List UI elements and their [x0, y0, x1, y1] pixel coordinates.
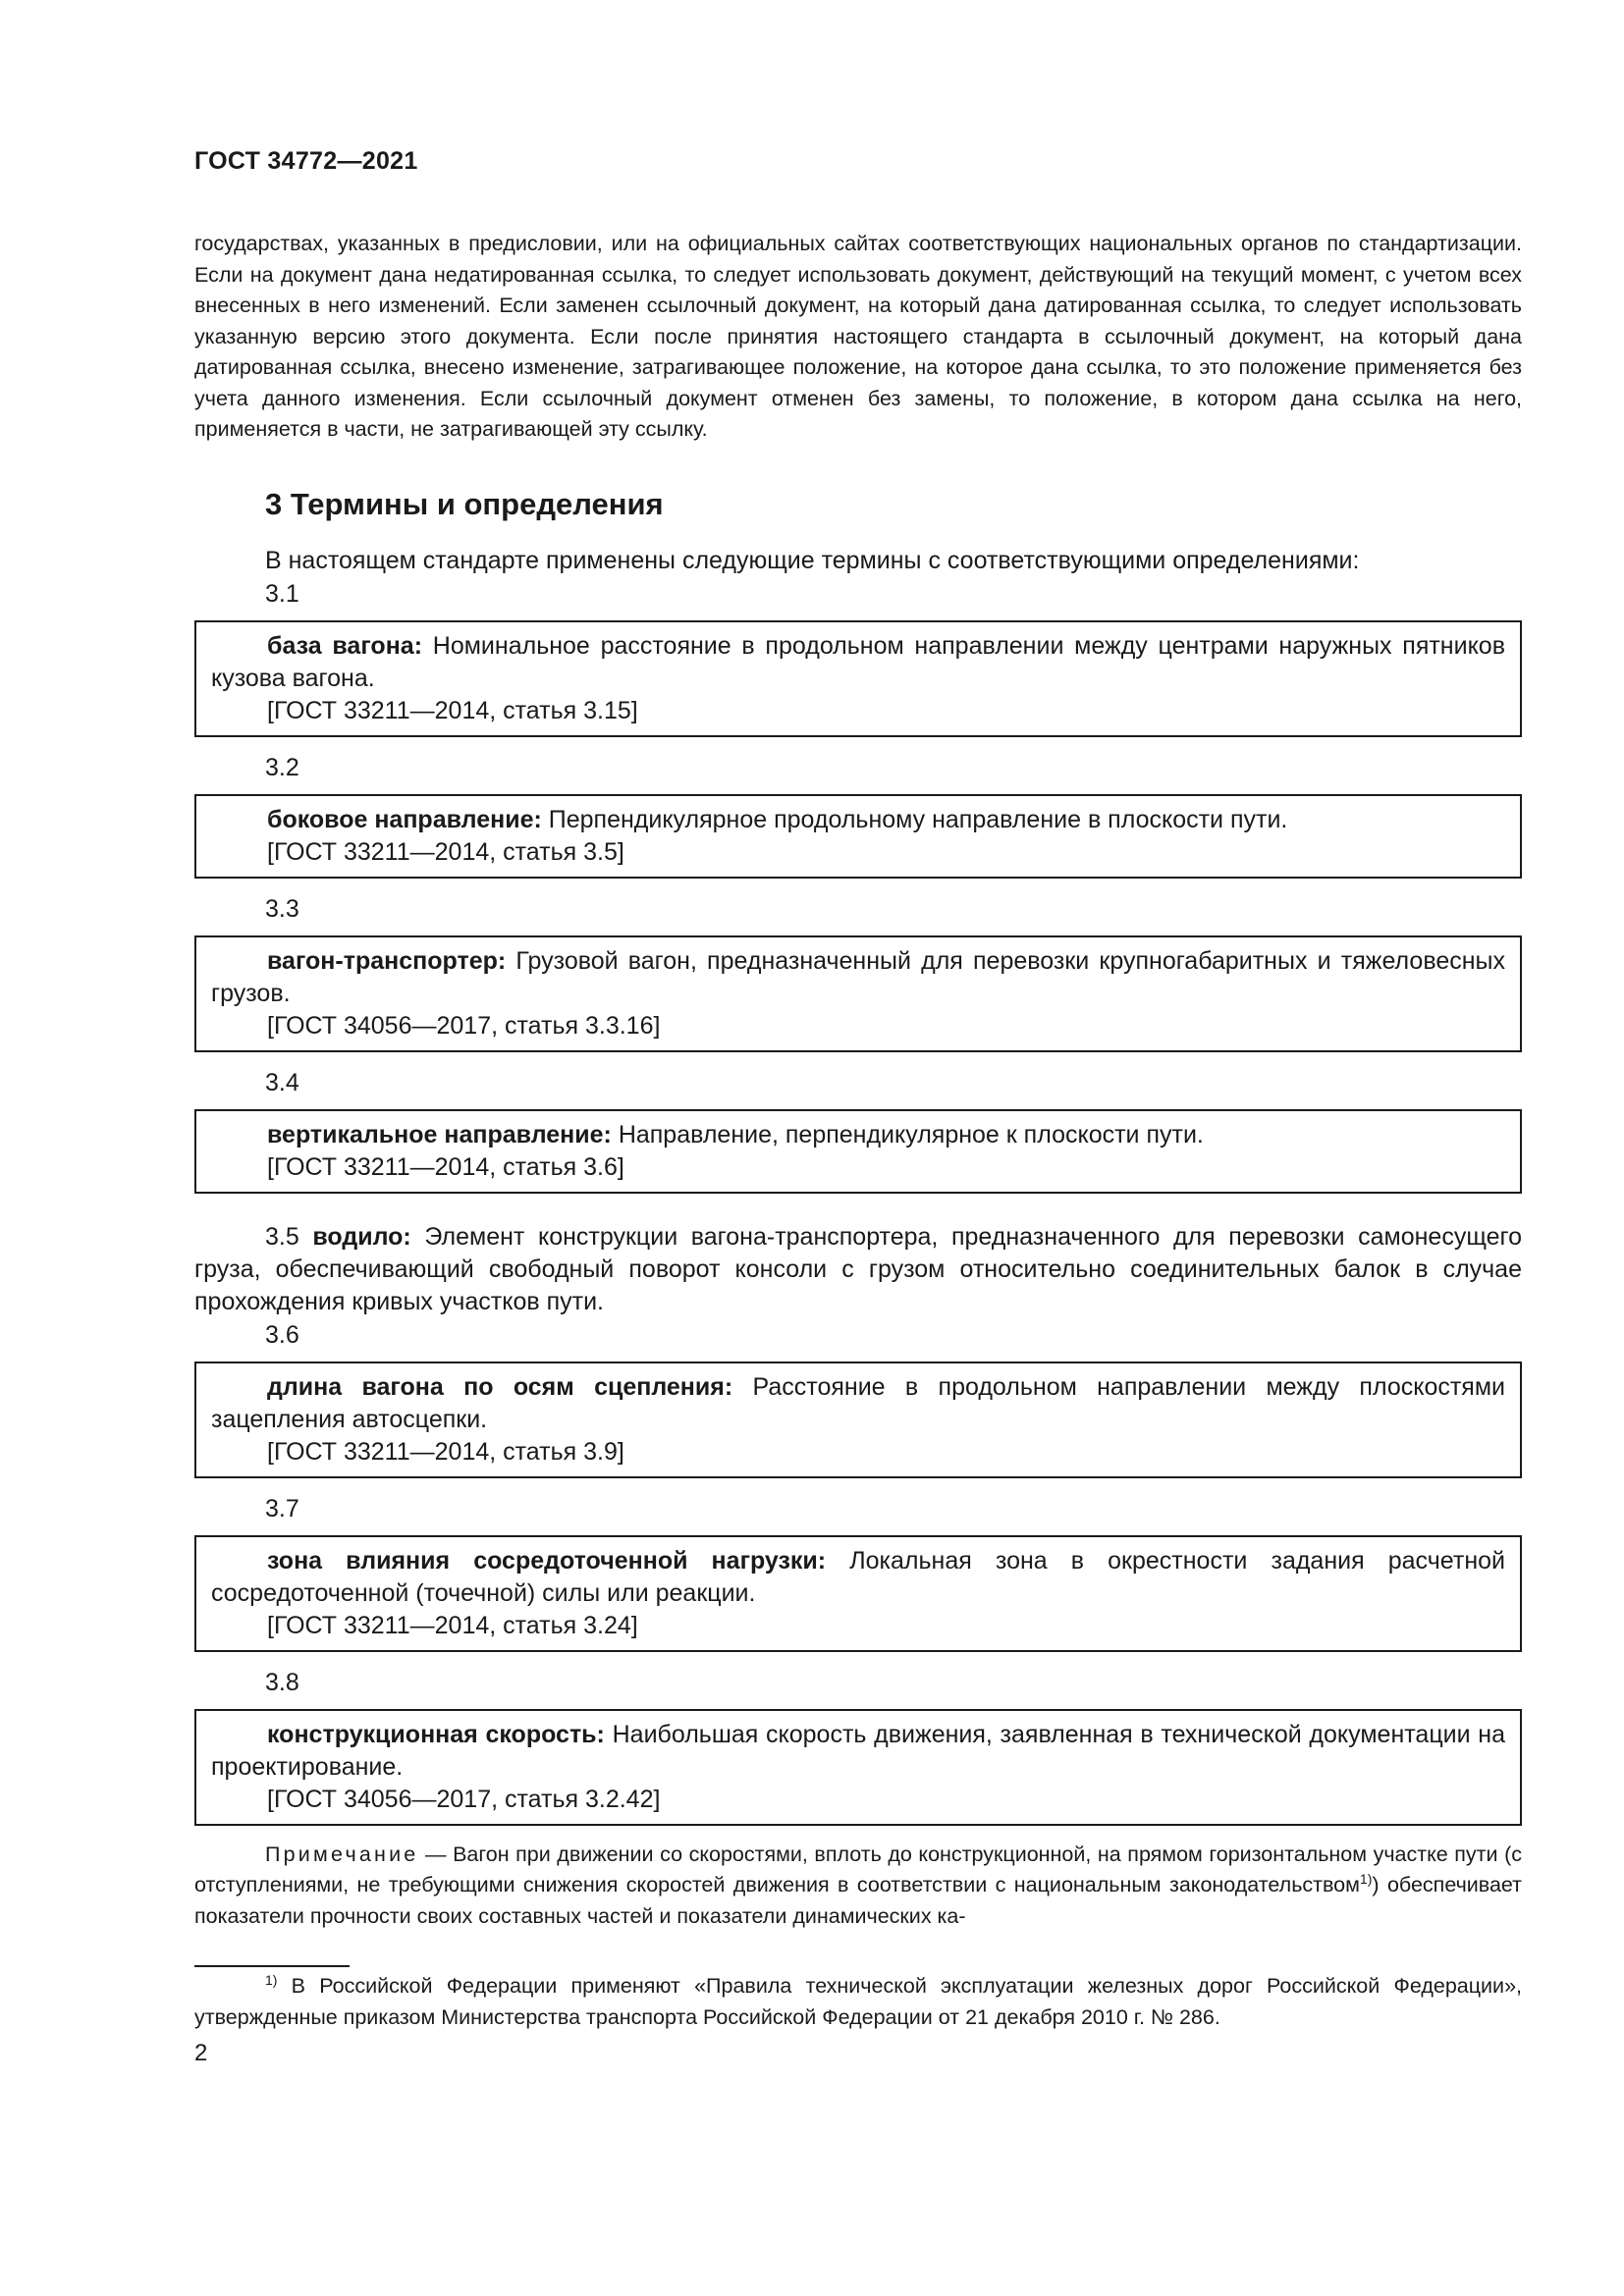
term-text: Элемент конструкции вагона-транспортера, предназначенного для перевозки самонесущего груза, обеспечивающий свободный поворот консоли с грузом относительно соединительных балок в случае прохождения кривых участков пути.: [194, 1222, 1522, 1315]
term-name: водило:: [312, 1222, 411, 1251]
term-name: конструкционная скорость:: [267, 1720, 605, 1748]
note-text-continued: ) обеспечивает показатели прочности своих составных частей и показатели динамических ка-: [194, 1873, 1523, 1928]
section-lead: В настоящем стандарте применены следующие термины с соответствующими определениями:: [265, 546, 1360, 574]
term-text: Грузовой вагон, предназначенный для перевозки крупногабаритных и тяжеловесных грузов.: [211, 946, 1505, 1007]
term-number: 3.5: [265, 1222, 299, 1251]
term-box: [194, 935, 1522, 1052]
footnote-ref: 1): [1359, 1870, 1373, 1887]
term-text: Наибольшая скорость движения, заявленная в технической документации на проектирование.: [211, 1720, 1505, 1781]
note-dash: —: [418, 1842, 454, 1866]
section-title: 3 Термины и определения: [265, 486, 664, 521]
term-number: 3.2: [265, 753, 299, 781]
note: [194, 1840, 1522, 1933]
term-definition: [211, 945, 1505, 1010]
footnote-marker: 1): [265, 1971, 278, 1988]
term-source: [ГОСТ 34056—2017, статья 3.3.16]: [267, 1011, 661, 1040]
page: [194, 147, 1522, 1932]
term-definition: [211, 630, 1505, 695]
term-name: вертикальное направление:: [267, 1120, 612, 1148]
term-definition: [211, 1371, 1505, 1436]
term-source: [ГОСТ 33211—2014, статья 3.6]: [267, 1152, 624, 1181]
term-name: база вагона:: [267, 631, 423, 660]
page-number: 2: [194, 2040, 208, 2066]
term-plain: [194, 1221, 1522, 1318]
term-definition: [211, 1719, 1505, 1784]
term-name: длина вагона по осям сцепления:: [267, 1372, 733, 1401]
term-box: [194, 794, 1522, 879]
term-text: Номинальное расстояние в продольном направлении между центрами наружных пятников кузова вагона.: [211, 631, 1505, 692]
term-number: 3.8: [265, 1668, 299, 1696]
footnote-text: В Российской Федерации применяют «Правила технической эксплуатации железных дорог Российской Федерации», утвержденные приказом Министерства транспорта Российской Федерации от 21 декабря 2010 г. № 286.: [194, 1974, 1522, 2029]
term-number: 3.7: [265, 1494, 299, 1522]
term-definition: [211, 1119, 1505, 1151]
term-box: [194, 1362, 1522, 1478]
term-number: 3.4: [265, 1068, 299, 1096]
term-source: [ГОСТ 34056—2017, статья 3.2.42]: [267, 1785, 661, 1813]
footnote-divider: [194, 1965, 350, 1967]
term-source: [ГОСТ 33211—2014, статья 3.24]: [267, 1611, 638, 1639]
note-text: Вагон при движении со скоростями, вплоть до конструкционной, на прямом горизонтальном участке пути (с отступлениями, не требующими снижения скоростей движения в соответствии с национальным законодательством: [194, 1842, 1522, 1896]
document-header: ГОСТ 34772—2021: [194, 147, 418, 175]
term-box: [194, 1109, 1522, 1194]
term-definition: [211, 1545, 1505, 1610]
term-number: 3.3: [265, 894, 299, 923]
term-text: Перпендикулярное продольному направление в плоскости пути.: [548, 805, 1288, 833]
term-name: боковое направление:: [267, 805, 542, 833]
term-text: Расстояние в продольном направлении между плоскостями зацепления автосцепки.: [211, 1372, 1505, 1433]
term-box: [194, 620, 1522, 737]
term-source: [ГОСТ 33211—2014, статья 3.15]: [267, 696, 638, 724]
term-text: Направление, перпендикулярное к плоскости пути.: [618, 1120, 1204, 1148]
term-box: [194, 1535, 1522, 1652]
intro-paragraph: государствах, указанных в предисловии, или на официальных сайтах соответствующих национальных органов по стандартизации. Если на документ дана недатированная ссылка, то следует использовать документ, действующий на текущий момент, с учетом всех внесенных в него изменений. Если заменен ссылочный документ, на который дана датированная ссылка, то следует использовать указанную версию этого документа. Если после принятия настоящего стандарта в ссылочный документ, на который дана датированная ссылка, внесено изменение, затрагивающее положение, на которое дана ссылка, то это положение применяется без учета данного изменения. Если ссылочный документ отменен без замены, то положение, в котором дана ссылка на него, применяется в части, не затрагивающей эту ссылку.: [194, 232, 1522, 441]
term-source: [ГОСТ 33211—2014, статья 3.5]: [267, 837, 624, 866]
term-number: 3.1: [265, 579, 299, 608]
term-text: Локальная зона в окрестности задания расчетной сосредоточенной (точечной) силы или реакции.: [211, 1546, 1505, 1607]
term-source: [ГОСТ 33211—2014, статья 3.9]: [267, 1437, 624, 1466]
footnote: [194, 1971, 1522, 2033]
term-box: [194, 1709, 1522, 1826]
term-definition: [211, 804, 1505, 836]
term-name: вагон-транспортер:: [267, 946, 507, 975]
term-name: зона влияния сосредоточенной нагрузки:: [267, 1546, 827, 1575]
term-number: 3.6: [265, 1320, 299, 1349]
note-label: Примечание: [265, 1842, 419, 1866]
